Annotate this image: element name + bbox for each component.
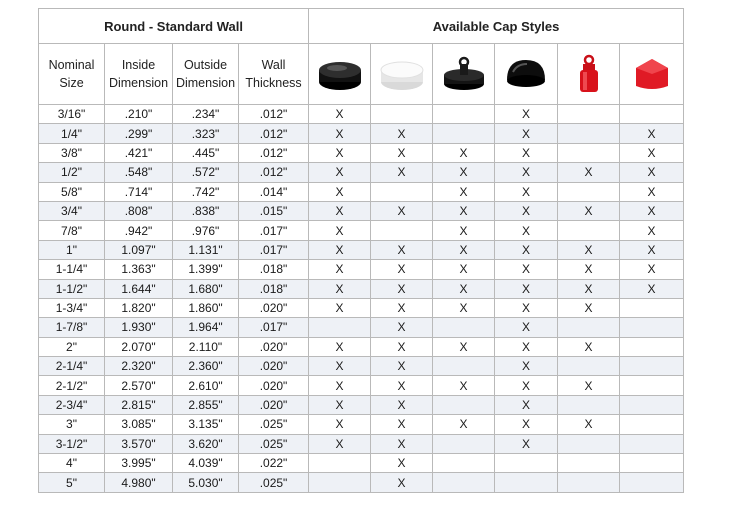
inside-dimension-cell: 3.995" bbox=[105, 454, 173, 473]
table-row bbox=[39, 434, 684, 453]
nominal-size-cell: 3/8" bbox=[39, 143, 105, 162]
inside-dimension-cell: 3.570" bbox=[105, 434, 173, 453]
cap-style-6-availability-cell bbox=[620, 434, 684, 453]
cap-style-1-availability-cell: X bbox=[309, 434, 371, 453]
table-row bbox=[39, 376, 684, 395]
cap-size-table-container bbox=[38, 8, 683, 493]
cap-style-2-availability-cell: X bbox=[371, 163, 433, 182]
table-body bbox=[39, 105, 684, 493]
wall-thickness-cell: .020" bbox=[239, 395, 309, 414]
nominal-size-cell: 2-3/4" bbox=[39, 395, 105, 414]
cap-style-6-availability-cell bbox=[620, 357, 684, 376]
cap-style-1-availability-cell: X bbox=[309, 182, 371, 201]
wall-thickness-cell: .018" bbox=[239, 279, 309, 298]
cap-style-4-availability-cell: X bbox=[495, 298, 558, 317]
inside-dimension-cell: 1.820" bbox=[105, 298, 173, 317]
cap-style-4-availability-cell: X bbox=[495, 124, 558, 143]
cap-style-6-availability-cell: X bbox=[620, 201, 684, 220]
cap-style-3-availability-cell: X bbox=[433, 279, 495, 298]
cap-style-2-availability-cell: X bbox=[371, 434, 433, 453]
inside-dimension-cell: .548" bbox=[105, 163, 173, 182]
nominal-size-cell: 3/4" bbox=[39, 201, 105, 220]
cap-style-3-availability-cell: X bbox=[433, 143, 495, 162]
black-round-cap-icon bbox=[315, 54, 365, 94]
cap-style-3-availability-cell: X bbox=[433, 221, 495, 240]
cap-style-5-availability-cell bbox=[558, 454, 620, 473]
wall-thickness-cell: .017" bbox=[239, 240, 309, 259]
outside-dimension-cell: 1.964" bbox=[173, 318, 239, 337]
cap-style-5-availability-cell bbox=[558, 182, 620, 201]
nominal-size-cell: 1-3/4" bbox=[39, 298, 105, 317]
cap-style-2-availability-cell: X bbox=[371, 260, 433, 279]
cap-style-6-availability-cell bbox=[620, 473, 684, 492]
cap-style-3-availability-cell: X bbox=[433, 260, 495, 279]
table-row bbox=[39, 337, 684, 356]
outside-dimension-cell: 1.399" bbox=[173, 260, 239, 279]
nominal-size-cell: 7/8" bbox=[39, 221, 105, 240]
outside-dimension-cell: 2.360" bbox=[173, 357, 239, 376]
wall-thickness-cell: .012" bbox=[239, 163, 309, 182]
cap-style-3-availability-cell: X bbox=[433, 201, 495, 220]
cap-style-1-availability-cell: X bbox=[309, 415, 371, 434]
cap-style-3-availability-cell bbox=[433, 454, 495, 473]
cap-style-2-availability-cell bbox=[371, 105, 433, 124]
cap-style-4-availability-cell: X bbox=[495, 182, 558, 201]
cap-style-1-availability-cell: X bbox=[309, 163, 371, 182]
cap-style-6-availability-cell bbox=[620, 376, 684, 395]
cap-size-table bbox=[38, 8, 684, 493]
cap-style-6-availability-cell: X bbox=[620, 143, 684, 162]
group-header-row bbox=[39, 9, 684, 44]
wall-thickness-cell: .020" bbox=[239, 337, 309, 356]
wall-thickness-cell: .022" bbox=[239, 454, 309, 473]
outside-dimension-cell: 2.110" bbox=[173, 337, 239, 356]
inside-dimension-cell: .210" bbox=[105, 105, 173, 124]
cap-style-5-availability-cell bbox=[558, 357, 620, 376]
cap-style-4-availability-cell: X bbox=[495, 163, 558, 182]
wall-thickness-cell: .017" bbox=[239, 221, 309, 240]
cap-style-4-availability-cell: X bbox=[495, 357, 558, 376]
cap-style-5-availability-cell: X bbox=[558, 163, 620, 182]
wall-thickness-cell: .012" bbox=[239, 105, 309, 124]
cap-style-2-availability-cell: X bbox=[371, 337, 433, 356]
wall-thickness-cell: .015" bbox=[239, 201, 309, 220]
cap-style-3-availability-cell bbox=[433, 318, 495, 337]
table-row bbox=[39, 240, 684, 259]
cap-style-5-availability-cell bbox=[558, 105, 620, 124]
cap-style-3-availability-cell bbox=[433, 473, 495, 492]
cap-style-1-availability-cell bbox=[309, 454, 371, 473]
cap-style-4-availability-cell: X bbox=[495, 221, 558, 240]
wall-thickness-cell: .025" bbox=[239, 434, 309, 453]
cap-style-6-availability-cell bbox=[620, 298, 684, 317]
cap-style-5-availability-cell bbox=[558, 221, 620, 240]
nominal-size-cell: 2-1/4" bbox=[39, 357, 105, 376]
available-cap-styles-header: Available Cap Styles bbox=[309, 9, 684, 44]
nominal-size-cell: 3/16" bbox=[39, 105, 105, 124]
nominal-size-cell: 1" bbox=[39, 240, 105, 259]
table-row bbox=[39, 163, 684, 182]
cap-style-1-availability-cell bbox=[309, 318, 371, 337]
table-row bbox=[39, 318, 684, 337]
cap-style-2-availability-cell bbox=[371, 221, 433, 240]
cap-style-1-availability-cell: X bbox=[309, 337, 371, 356]
outside-dimension-cell: 3.135" bbox=[173, 415, 239, 434]
wall-thickness-cell: .020" bbox=[239, 357, 309, 376]
cap-style-1-availability-cell bbox=[309, 473, 371, 492]
cap-style-2-availability-cell: X bbox=[371, 376, 433, 395]
outside-dimension-cell: .838" bbox=[173, 201, 239, 220]
cap-style-5-availability-cell: X bbox=[558, 240, 620, 259]
table-row bbox=[39, 221, 684, 240]
inside-dimension-cell: 1.363" bbox=[105, 260, 173, 279]
cap-style-3-availability-cell: X bbox=[433, 376, 495, 395]
cap-style-2-availability-cell: X bbox=[371, 201, 433, 220]
cap-style-4-availability-cell: X bbox=[495, 279, 558, 298]
cap-style-4-availability-cell: X bbox=[495, 143, 558, 162]
wall-thickness-cell: .017" bbox=[239, 318, 309, 337]
cap-style-5-availability-cell: X bbox=[558, 201, 620, 220]
cap-style-1-availability-cell: X bbox=[309, 395, 371, 414]
cap-style-6-availability-cell: X bbox=[620, 221, 684, 240]
outside-dimension-cell: 3.620" bbox=[173, 434, 239, 453]
red-square-cap-icon bbox=[627, 54, 677, 94]
column-header-row bbox=[39, 44, 684, 105]
outside-dimension-cell: 4.039" bbox=[173, 454, 239, 473]
nominal-size-cell: 5" bbox=[39, 473, 105, 492]
cap-style-1-availability-cell: X bbox=[309, 357, 371, 376]
cap-style-2-availability-cell: X bbox=[371, 473, 433, 492]
cap-style-5 bbox=[558, 44, 620, 105]
nominal-size-cell: 4" bbox=[39, 454, 105, 473]
nominal-size-cell: 3-1/2" bbox=[39, 434, 105, 453]
cap-style-2-availability-cell: X bbox=[371, 279, 433, 298]
round-standard-wall-header: Round - Standard Wall bbox=[39, 9, 309, 44]
cap-style-6-availability-cell bbox=[620, 105, 684, 124]
nominal-size-cell: 1-7/8" bbox=[39, 318, 105, 337]
cap-style-4-availability-cell: X bbox=[495, 318, 558, 337]
cap-style-5-availability-cell bbox=[558, 473, 620, 492]
cap-style-6-availability-cell: X bbox=[620, 182, 684, 201]
cap-style-2-availability-cell: X bbox=[371, 454, 433, 473]
inside-dimension-cell: 1.097" bbox=[105, 240, 173, 259]
cap-style-4-availability-cell: X bbox=[495, 201, 558, 220]
cap-style-1-availability-cell: X bbox=[309, 221, 371, 240]
inside-dimension-cell: .714" bbox=[105, 182, 173, 201]
cap-style-2-availability-cell: X bbox=[371, 357, 433, 376]
cap-style-1-availability-cell: X bbox=[309, 105, 371, 124]
table-row bbox=[39, 415, 684, 434]
inside-dimension-cell: 3.085" bbox=[105, 415, 173, 434]
cap-style-2-availability-cell: X bbox=[371, 240, 433, 259]
cap-style-2-availability-cell: X bbox=[371, 415, 433, 434]
cap-style-3-availability-cell bbox=[433, 124, 495, 143]
inside-dimension-cell: 2.320" bbox=[105, 357, 173, 376]
white-round-cap-icon bbox=[377, 54, 427, 94]
wall-thickness-cell: .018" bbox=[239, 260, 309, 279]
outside-dimension-cell: 1.860" bbox=[173, 298, 239, 317]
inside-dimension-cell: 1.644" bbox=[105, 279, 173, 298]
outside-dimension-cell: 1.131" bbox=[173, 240, 239, 259]
cap-style-2 bbox=[371, 44, 433, 105]
cap-style-4 bbox=[495, 44, 558, 105]
cap-style-3-availability-cell: X bbox=[433, 298, 495, 317]
cap-style-5-availability-cell bbox=[558, 143, 620, 162]
table-row bbox=[39, 395, 684, 414]
cap-style-5-availability-cell: X bbox=[558, 260, 620, 279]
outside-dimension-cell: 2.855" bbox=[173, 395, 239, 414]
cap-style-2-availability-cell: X bbox=[371, 124, 433, 143]
cap-style-1-availability-cell: X bbox=[309, 376, 371, 395]
cap-style-3 bbox=[433, 44, 495, 105]
cap-style-2-availability-cell: X bbox=[371, 298, 433, 317]
cap-style-3-availability-cell: X bbox=[433, 240, 495, 259]
table-row bbox=[39, 298, 684, 317]
outside-dimension-cell: .976" bbox=[173, 221, 239, 240]
outside-dimension-cell: .572" bbox=[173, 163, 239, 182]
wall-thickness-cell: .012" bbox=[239, 124, 309, 143]
wall-thickness-cell: .025" bbox=[239, 415, 309, 434]
cap-style-3-availability-cell: X bbox=[433, 163, 495, 182]
nominal-size-header: Nominal Size bbox=[39, 44, 105, 105]
nominal-size-cell: 1/2" bbox=[39, 163, 105, 182]
cap-style-1-availability-cell: X bbox=[309, 298, 371, 317]
red-loop-cap-icon bbox=[564, 54, 614, 94]
inside-dimension-cell: 2.570" bbox=[105, 376, 173, 395]
cap-style-6-availability-cell: X bbox=[620, 163, 684, 182]
nominal-size-cell: 5/8" bbox=[39, 182, 105, 201]
wall-thickness-cell: .014" bbox=[239, 182, 309, 201]
cap-style-3-availability-cell bbox=[433, 434, 495, 453]
outside-dimension-cell: .445" bbox=[173, 143, 239, 162]
cap-style-4-availability-cell: X bbox=[495, 415, 558, 434]
nominal-size-cell: 1-1/2" bbox=[39, 279, 105, 298]
outside-dimension-cell: .234" bbox=[173, 105, 239, 124]
cap-style-2-availability-cell: X bbox=[371, 395, 433, 414]
cap-style-6-availability-cell: X bbox=[620, 279, 684, 298]
nominal-size-cell: 1-1/4" bbox=[39, 260, 105, 279]
cap-style-5-availability-cell: X bbox=[558, 298, 620, 317]
table-row bbox=[39, 182, 684, 201]
outside-dimension-header: Outside Dimension bbox=[173, 44, 239, 105]
cap-style-5-availability-cell bbox=[558, 318, 620, 337]
nominal-size-cell: 2-1/2" bbox=[39, 376, 105, 395]
inside-dimension-header: Inside Dimension bbox=[105, 44, 173, 105]
table-row bbox=[39, 201, 684, 220]
cap-style-6-availability-cell bbox=[620, 395, 684, 414]
wall-thickness-cell: .025" bbox=[239, 473, 309, 492]
table-row bbox=[39, 260, 684, 279]
inside-dimension-cell: .808" bbox=[105, 201, 173, 220]
inside-dimension-cell: 2.815" bbox=[105, 395, 173, 414]
nominal-size-cell: 1/4" bbox=[39, 124, 105, 143]
cap-style-4-availability-cell: X bbox=[495, 434, 558, 453]
cap-style-4-availability-cell: X bbox=[495, 395, 558, 414]
cap-style-6 bbox=[620, 44, 684, 105]
cap-style-6-availability-cell: X bbox=[620, 240, 684, 259]
inside-dimension-cell: .942" bbox=[105, 221, 173, 240]
cap-style-5-availability-cell bbox=[558, 434, 620, 453]
cap-style-2-availability-cell bbox=[371, 182, 433, 201]
nominal-size-cell: 2" bbox=[39, 337, 105, 356]
cap-style-6-availability-cell bbox=[620, 415, 684, 434]
cap-style-6-availability-cell bbox=[620, 318, 684, 337]
cap-style-3-availability-cell bbox=[433, 105, 495, 124]
table-row bbox=[39, 279, 684, 298]
outside-dimension-cell: .323" bbox=[173, 124, 239, 143]
wall-thickness-header: Wall Thickness bbox=[239, 44, 309, 105]
inside-dimension-cell: 1.930" bbox=[105, 318, 173, 337]
cap-style-1-availability-cell: X bbox=[309, 201, 371, 220]
black-dome-cap-icon bbox=[501, 54, 551, 94]
cap-style-6-availability-cell bbox=[620, 337, 684, 356]
outside-dimension-cell: .742" bbox=[173, 182, 239, 201]
table-row bbox=[39, 124, 684, 143]
cap-style-5-availability-cell: X bbox=[558, 415, 620, 434]
black-pull-tab-cap-icon bbox=[439, 54, 489, 94]
cap-style-5-availability-cell: X bbox=[558, 279, 620, 298]
table-row bbox=[39, 473, 684, 492]
cap-style-3-availability-cell: X bbox=[433, 182, 495, 201]
cap-style-3-availability-cell: X bbox=[433, 337, 495, 356]
wall-thickness-cell: .020" bbox=[239, 298, 309, 317]
table-row bbox=[39, 454, 684, 473]
cap-style-4-availability-cell: X bbox=[495, 260, 558, 279]
cap-style-3-availability-cell bbox=[433, 395, 495, 414]
table-row bbox=[39, 105, 684, 124]
cap-style-6-availability-cell bbox=[620, 454, 684, 473]
inside-dimension-cell: 4.980" bbox=[105, 473, 173, 492]
cap-style-5-availability-cell bbox=[558, 395, 620, 414]
cap-style-1-availability-cell: X bbox=[309, 143, 371, 162]
cap-style-3-availability-cell: X bbox=[433, 415, 495, 434]
wall-thickness-cell: .020" bbox=[239, 376, 309, 395]
table-row bbox=[39, 357, 684, 376]
cap-style-5-availability-cell: X bbox=[558, 337, 620, 356]
inside-dimension-cell: .299" bbox=[105, 124, 173, 143]
cap-style-4-availability-cell: X bbox=[495, 105, 558, 124]
cap-style-6-availability-cell: X bbox=[620, 260, 684, 279]
cap-style-1-availability-cell: X bbox=[309, 124, 371, 143]
cap-style-1 bbox=[309, 44, 371, 105]
cap-style-5-availability-cell: X bbox=[558, 376, 620, 395]
cap-style-4-availability-cell: X bbox=[495, 376, 558, 395]
cap-style-6-availability-cell: X bbox=[620, 124, 684, 143]
cap-style-1-availability-cell: X bbox=[309, 260, 371, 279]
cap-style-4-availability-cell: X bbox=[495, 337, 558, 356]
cap-style-1-availability-cell: X bbox=[309, 240, 371, 259]
cap-style-1-availability-cell: X bbox=[309, 279, 371, 298]
nominal-size-cell: 3" bbox=[39, 415, 105, 434]
outside-dimension-cell: 1.680" bbox=[173, 279, 239, 298]
cap-style-2-availability-cell: X bbox=[371, 143, 433, 162]
wall-thickness-cell: .012" bbox=[239, 143, 309, 162]
cap-style-4-availability-cell: X bbox=[495, 240, 558, 259]
cap-style-4-availability-cell bbox=[495, 473, 558, 492]
inside-dimension-cell: 2.070" bbox=[105, 337, 173, 356]
cap-style-5-availability-cell bbox=[558, 124, 620, 143]
inside-dimension-cell: .421" bbox=[105, 143, 173, 162]
outside-dimension-cell: 2.610" bbox=[173, 376, 239, 395]
cap-style-2-availability-cell: X bbox=[371, 318, 433, 337]
cap-style-3-availability-cell bbox=[433, 357, 495, 376]
table-row bbox=[39, 143, 684, 162]
outside-dimension-cell: 5.030" bbox=[173, 473, 239, 492]
cap-style-4-availability-cell bbox=[495, 454, 558, 473]
